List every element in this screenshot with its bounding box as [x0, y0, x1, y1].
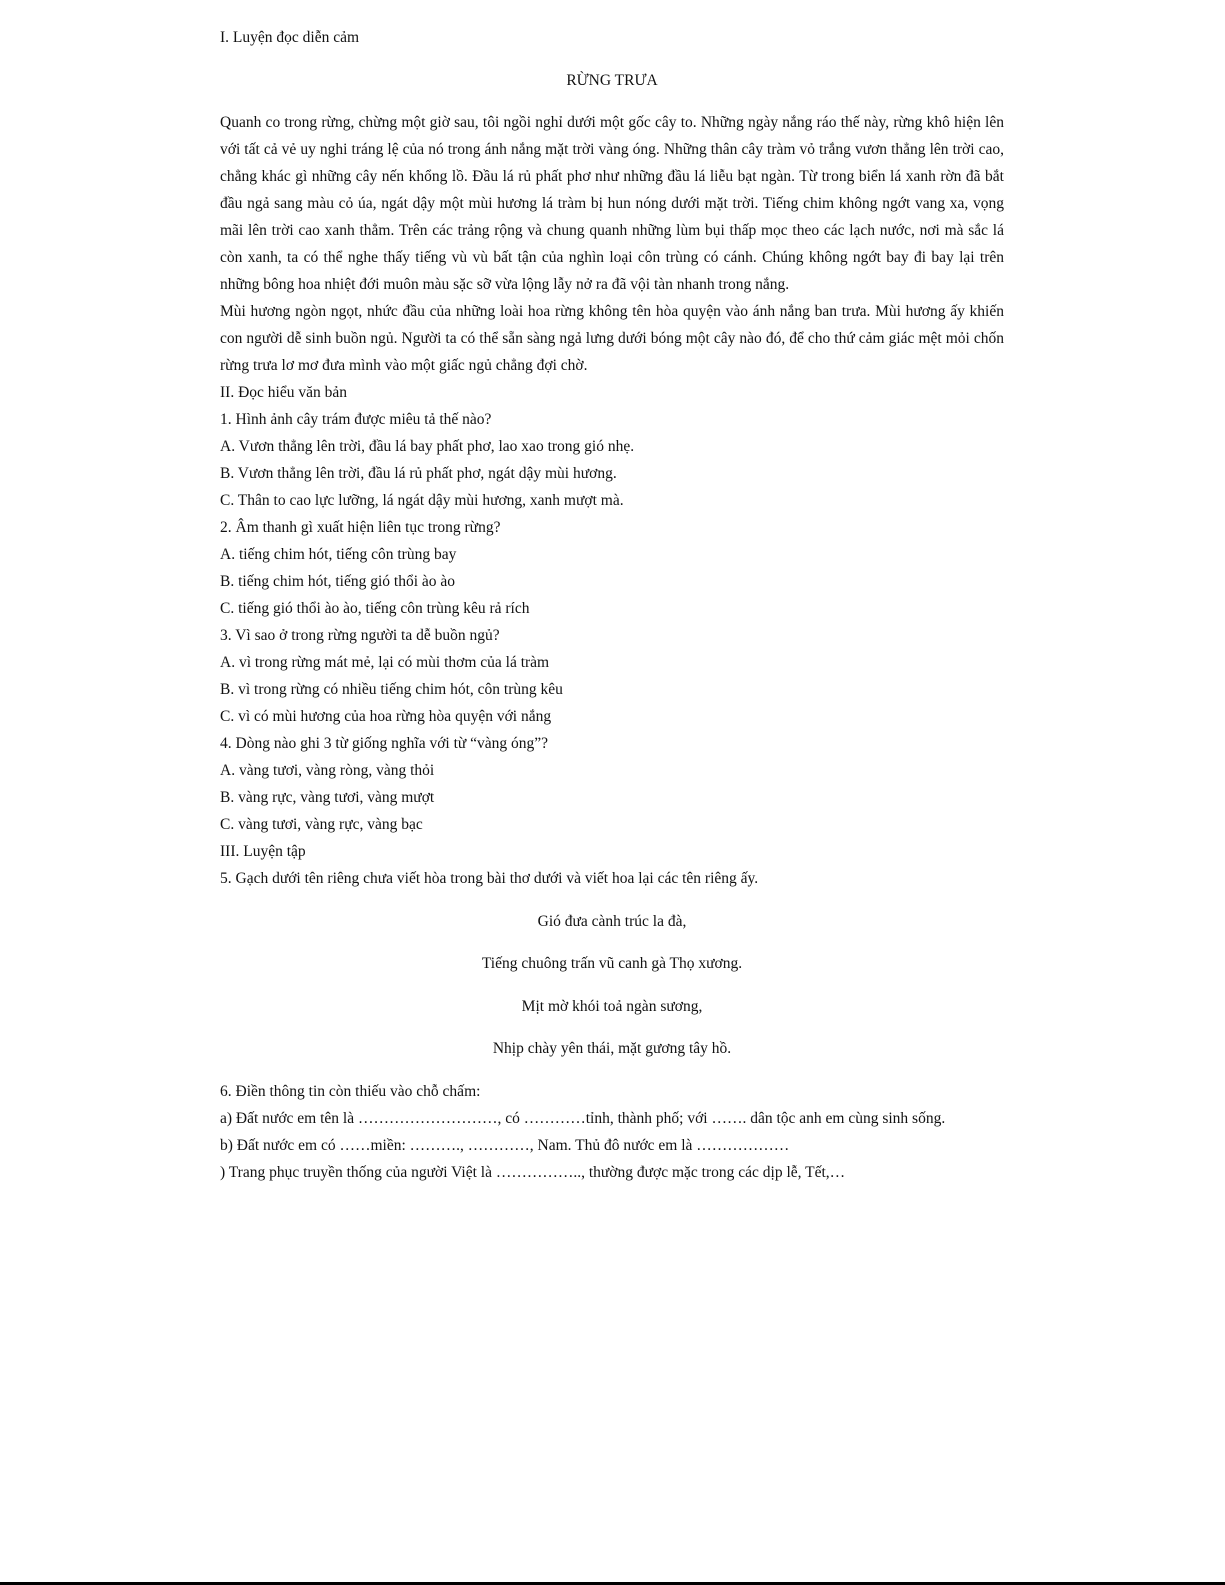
- question-2-option-b: B. tiếng chim hót, tiếng gió thổi ào ào: [220, 573, 456, 590]
- poem-line-3: Mịt mờ khói toả ngàn sương,: [521, 997, 703, 1015]
- question-6-part-c: ) Trang phục truyền thống của người Việt là …………….., thường được mặc trong các dịp lễ, Tết,…: [220, 1163, 846, 1181]
- question-3: 3. Vì sao ở trong rừng người ta dễ buồn ngủ?: [220, 627, 500, 644]
- question-4-option-a: A. vàng tươi, vàng ròng, vàng thỏi: [220, 762, 435, 779]
- question-2-option-c: C. tiếng gió thổi ào ào, tiếng côn trùng kêu rả rích: [220, 600, 530, 617]
- reading-title: RỪNG TRƯA: [566, 71, 658, 89]
- section3-heading: III. Luyện tập: [220, 843, 306, 860]
- question-3-option-c: C. vì có mùi hương của hoa rừng hòa quyện với nắng: [220, 708, 552, 725]
- reading-paragraph-1: Quanh co trong rừng, chừng một giờ sau, tôi ngồi nghỉ dưới một gốc cây to. Những ngày nắng ráo thế này, rừng khô hiện lên với tất cả vẻ uy nghi tráng lệ của nó trong ánh nắng mặt trời vàng óng. Những thân cây tràm vỏ trắng vươn thẳng lên trời cao, chẳng khác gì những cây nến khổng lồ. Đầu lá rủ phất phơ như những đầu lá liễu bạt ngàn. Từ trong biển lá xanh rờn đã bắt đầu ngả sang màu cỏ úa, ngát dậy một mùi hương lá tràm bị hun nóng dưới mặt trời. Tiếng chim không ngớt vang xa, vọng mãi lên trời cao xanh thẳm. Trên các trảng rộng và chung quanh những lùm bụi thấp mọc theo các lạch nước, nơi mà sắc lá còn xanh, ta có thể nghe thấy tiếng vù vù bất tận của nghìn loại côn trùng có cánh. Chúng không ngớt bay đi bay lại trên những bông hoa nhiệt đới muôn màu sặc sỡ vừa lộng lẫy nở ra đã vội tàn nhanh trong nắng.: [220, 114, 1004, 293]
- question-1-option-b: B. Vươn thẳng lên trời, đầu lá rủ phất phơ, ngát dậy mùi hương.: [220, 465, 617, 482]
- poem-line-4: Nhịp chày yên thái, mặt gương tây hồ.: [492, 1040, 732, 1057]
- question-1-option-c: C. Thân to cao lực lưỡng, lá ngát dậy mùi hương, xanh mượt mà.: [220, 492, 624, 509]
- question-2: 2. Âm thanh gì xuất hiện liên tục trong rừng?: [220, 519, 501, 536]
- question-1-option-a: A. Vươn thẳng lên trời, đầu lá bay phất phơ, lao xao trong gió nhẹ.: [220, 438, 635, 455]
- question-6-part-b: b) Đất nước em có ……miền: ………., …………, Nam. Thủ đô nước em là ………………: [220, 1136, 790, 1154]
- question-4: 4. Dòng nào ghi 3 từ giống nghĩa với từ “vàng óng”?: [220, 735, 549, 752]
- question-4-option-c: C. vàng tươi, vàng rực, vàng bạc: [220, 816, 423, 833]
- worksheet-page: [220, 24, 1004, 1186]
- question-5: 5. Gạch dưới tên riêng chưa viết hòa trong bài thơ dưới và viết hoa lại các tên riêng ấy.: [220, 870, 759, 887]
- question-3-option-a: A. vì trong rừng mát mẻ, lại có mùi thơm của lá tràm: [220, 654, 550, 671]
- question-4-option-b: B. vàng rực, vàng tươi, vàng mượt: [220, 789, 435, 806]
- question-3-option-b: B. vì trong rừng có nhiều tiếng chim hót, côn trùng kêu: [220, 681, 563, 698]
- section2-heading: II. Đọc hiểu văn bản: [220, 384, 347, 401]
- question-1: 1. Hình ảnh cây trám được miêu tả thế nào?: [220, 411, 492, 428]
- poem-line-2: Tiếng chuông trấn vũ canh gà Thọ xương.: [481, 955, 743, 972]
- reading-paragraph-2: Mùi hương ngòn ngọt, nhức đầu của những loài hoa rừng không tên hòa quyện vào ánh nắng ban trưa. Mùi hương ấy khiến con người dễ sinh buồn ngủ. Người ta có thể sẵn sàng ngả lưng dưới bóng một cây nào đó, để cho thứ cảm giác mệt mỏi chốn rừng trưa lơ mơ đưa mình vào một giấc ngủ chẳng đợi chờ.: [220, 303, 1004, 374]
- question-6: 6. Điền thông tin còn thiếu vào chỗ chấm:: [220, 1082, 481, 1100]
- section1-heading: I. Luyện đọc diễn cảm: [220, 29, 360, 46]
- question-6-part-a: a) Đất nước em tên là ………………………, có …………tỉnh, thành phố; với ……. dân tộc anh em cùng sinh sống.: [220, 1109, 946, 1127]
- question-2-option-a: A. tiếng chim hót, tiếng côn trùng bay: [220, 546, 457, 563]
- poem-line-1: Gió đưa cành trúc la đà,: [537, 912, 687, 930]
